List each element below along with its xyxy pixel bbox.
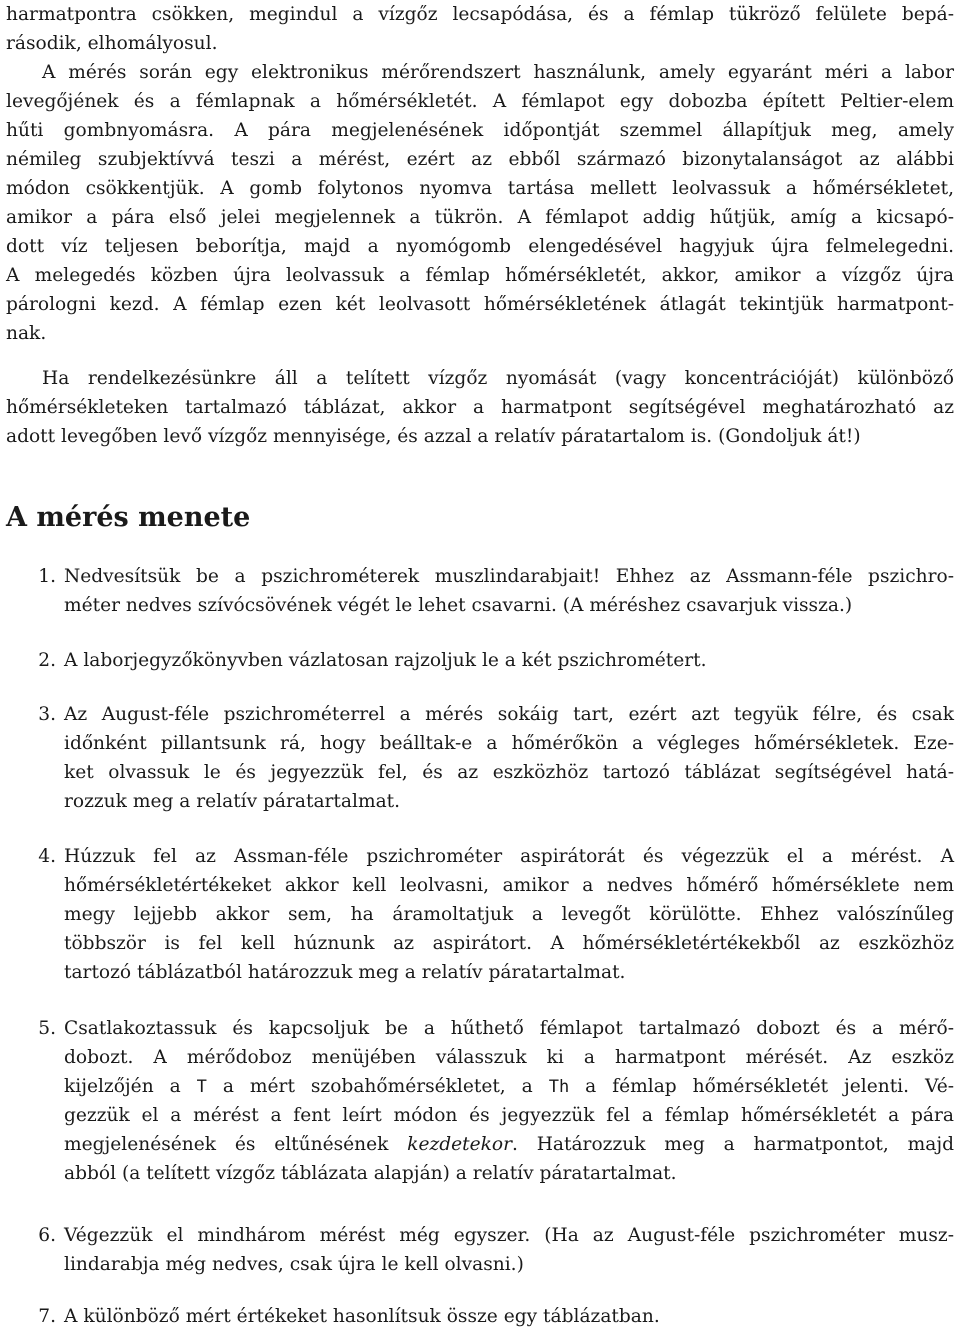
list-item-line: A különböző mért értékeket hasonlítsuk össze egy táblázatban. bbox=[64, 1306, 660, 1327]
list-item-line: időnként pillantsunk rá, hogy beálltak-e a hőmérőkön a végleges hőmérsékletek. Eze- bbox=[64, 733, 954, 754]
list-item-line bbox=[64, 1130, 954, 1159]
paragraph-line: adott levegőben levő vízgőz mennyisége, és azzal a relatív páratartalom is. (Gondoljuk át!) bbox=[6, 426, 861, 447]
paragraph-line: harmatpontra csökken, megindul a vízgőz lecsapódása, és a fémlap tükröző felülete bepá- bbox=[6, 4, 954, 25]
list-item-number: 1. bbox=[38, 566, 56, 587]
list-item-line: gezzük el a mérést a fent leírt módon és jegyezzük fel a fémlap hőmérsékletét a pára bbox=[64, 1105, 954, 1126]
list-item-line: Nedvesítsük be a pszichrométerek muszlindarabjait! Ehhez az Assmann-féle pszichro- bbox=[64, 566, 954, 587]
list-item-line: többször is fel kell húznunk az aspirátort. A hőmérsékletértékekből az eszközhöz bbox=[64, 933, 954, 954]
code-T: T bbox=[196, 1077, 207, 1097]
list-item-line: Az August-féle pszichrométerrel a mérés sokáig tart, ezért azt tegyük félre, és csak bbox=[64, 704, 954, 725]
paragraph-line: A melegedés közben újra leolvassuk a fémlap hőmérsékletét, akkor, amikor a vízgőz újra bbox=[6, 265, 954, 286]
paragraph-line: hőmérsékleteken tartalmazó táblázat, akkor a harmatpont segítségével meghatározható az bbox=[6, 397, 954, 418]
inline-text: kijelzőjén a bbox=[64, 1076, 197, 1097]
list-item-line: Végezzük el mindhárom mérést még egyszer. (Ha az August-féle pszichrométer musz- bbox=[64, 1225, 954, 1246]
inline-text: a mért szobahőmérsékletet, a bbox=[206, 1076, 549, 1097]
list-item-number: 5. bbox=[38, 1018, 56, 1039]
emphasis-text: kezdetekor bbox=[407, 1134, 512, 1155]
inline-text: a fémlap hőmérsékletét jelenti. Vé- bbox=[569, 1076, 954, 1097]
code-Th: Th bbox=[548, 1077, 570, 1097]
paragraph-line: Ha rendelkezésünkre áll a telített vízgőz nyomását (vagy koncentrációját) különböző bbox=[42, 368, 954, 389]
list-item-number: 4. bbox=[38, 846, 56, 867]
paragraph-line: rásodik, elhomályosul. bbox=[6, 33, 218, 54]
paragraph-line: levegőjének és a fémlapnak a hőmérsékletét. A fémlapot egy dobozba épített Peltier-elem bbox=[6, 91, 954, 112]
list-item-line: rozzuk meg a relatív páratartalmat. bbox=[64, 791, 401, 812]
list-item-line: megy lejjebb akkor sem, ha áramoltatjuk a levegőt körülötte. Ehhez valószínűleg bbox=[64, 904, 954, 925]
inline-text: megjelenésének és eltűnésének bbox=[64, 1134, 408, 1155]
list-item-number: 7. bbox=[38, 1306, 56, 1327]
paragraph-line: dott víz teljesen beborítja, majd a nyomógomb elengedésével hagyjuk újra felmelegedni. bbox=[6, 236, 954, 257]
paragraph-line: A mérés során egy elektronikus mérőrendszert használunk, amely egyaránt méri a labor bbox=[42, 62, 954, 83]
list-item-line: abból (a telített vízgőz táblázata alapján) a relatív páratartalmat. bbox=[64, 1163, 677, 1184]
list-item-line: lindarabja még nedves, csak újra le kell olvasni.) bbox=[64, 1254, 524, 1275]
list-item-line: ket olvassuk le és jegyezzük fel, és az eszközhöz tartozó táblázat segítségével hatá- bbox=[64, 762, 954, 783]
paragraph-line: amikor a pára első jelei megjelennek a tükrön. A fémlapot addig hűtjük, amíg a kicsapó- bbox=[6, 207, 954, 228]
inline-text: . Határozzuk meg a harmatpontot, majd bbox=[511, 1134, 954, 1155]
list-item-number: 2. bbox=[38, 650, 56, 671]
paragraph-line: nak. bbox=[6, 323, 47, 344]
paragraph-line: hűti gombnyomásra. A pára megjelenésének időpontját szemmel állapítjuk meg, amely bbox=[6, 120, 954, 141]
paragraph-line: párologni kezd. A fémlap ezen két leolvasott hőmérsékletének átlagát tekintjük harmatpont- bbox=[6, 294, 954, 315]
list-item-line: tartozó táblázatból határozzuk meg a relatív páratartalmat. bbox=[64, 962, 626, 983]
list-item-number: 3. bbox=[38, 704, 56, 725]
list-item-line: Csatlakoztassuk és kapcsoljuk be a hűthető fémlapot tartalmazó dobozt és a mérő- bbox=[64, 1018, 954, 1039]
list-item-line: A laborjegyzőkönyvben vázlatosan rajzoljuk le a két pszichrométert. bbox=[64, 650, 707, 671]
list-item-line: Húzzuk fel az Assman-féle pszichrométer aspirátorát és végezzük el a mérést. A bbox=[64, 846, 954, 867]
section-heading: A mérés menete bbox=[6, 502, 251, 533]
list-item-line: dobozt. A mérődoboz menüjében válasszuk ki a harmatpont mérését. Az eszköz bbox=[64, 1047, 954, 1068]
list-item-line: hőmérsékletértékeket akkor kell leolvasni, amikor a nedves hőmérő hőmérséklete nem bbox=[64, 875, 954, 896]
paragraph-line: némileg szubjektívvá teszi a mérést, ezért az ebből származó bizonytalanságot az alábbi bbox=[6, 149, 954, 170]
paragraph-line: módon csökkentjük. A gomb folytonos nyomva tartása mellett leolvassuk a hőmérsékletet, bbox=[6, 178, 954, 199]
list-item-line bbox=[64, 1072, 954, 1101]
list-item-line: méter nedves szívócsövének végét le lehet csavarni. (A méréshez csavarjuk vissza.) bbox=[64, 595, 853, 616]
list-item-number: 6. bbox=[38, 1225, 56, 1246]
